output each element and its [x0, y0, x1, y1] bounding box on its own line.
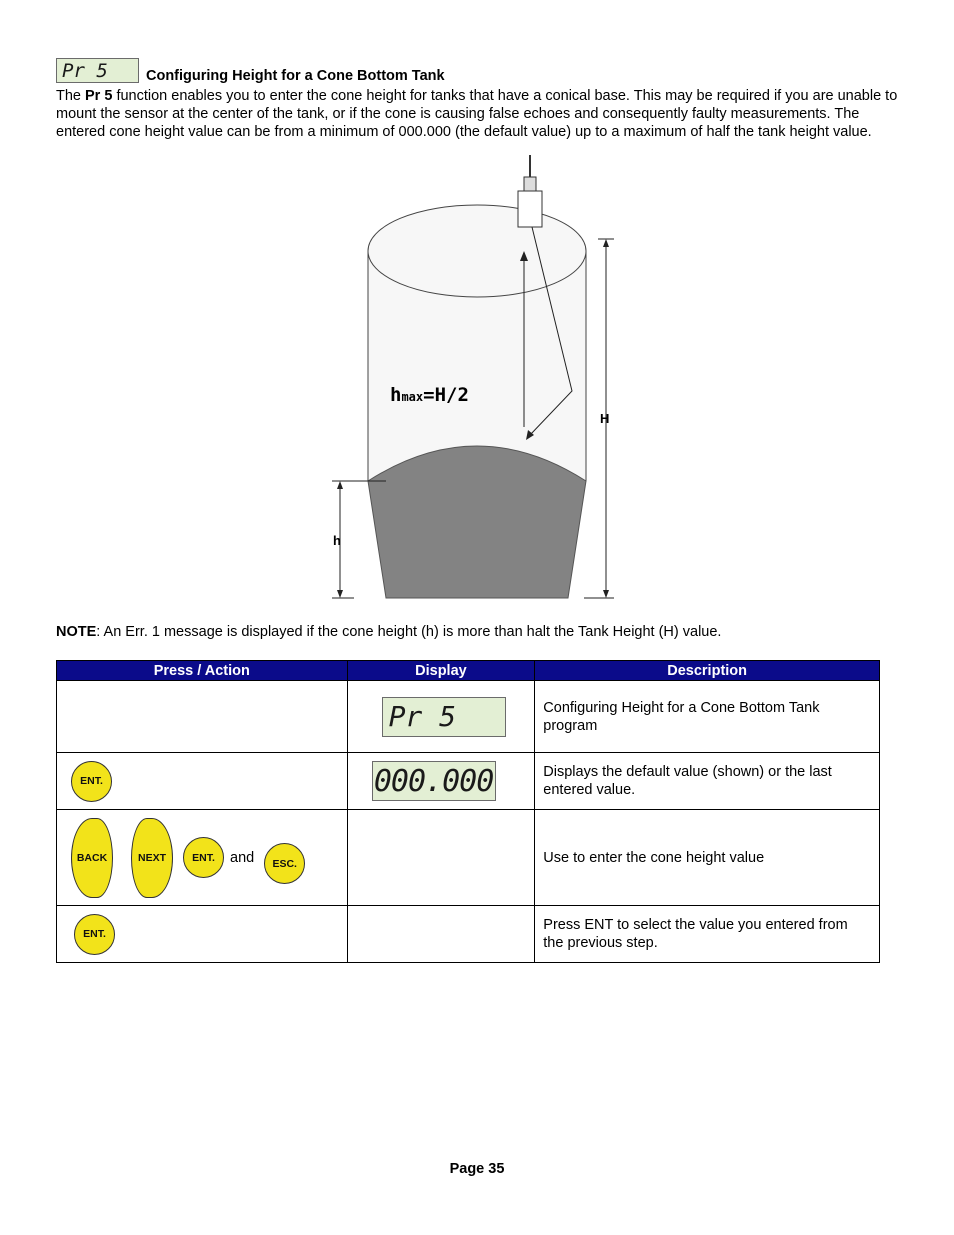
table-row: [57, 681, 880, 753]
ent-key-button[interactable]: ENT.: [183, 837, 224, 878]
note-text: : An Err. 1 message is displayed if the cone height (h) is more than halt the Tank Height (H) value.: [96, 624, 722, 640]
table-row: [57, 753, 880, 810]
next-key-button[interactable]: NEXT: [131, 818, 173, 898]
press-cell: [57, 681, 348, 753]
description-cell: Configuring Height for a Cone Bottom Tank program: [535, 681, 880, 753]
ent-key-button[interactable]: ENT.: [71, 761, 112, 802]
section-title: Configuring Height for a Cone Bottom Tank: [146, 68, 445, 84]
display-cell: [347, 753, 535, 810]
note-paragraph: [56, 624, 721, 640]
ent-key-button[interactable]: ENT.: [74, 914, 115, 955]
cone-bottom: [368, 446, 586, 598]
table-row: [57, 810, 880, 906]
description-cell: Use to enter the cone height value: [535, 810, 880, 906]
table-header-row: [57, 661, 880, 681]
formula-text: hmax=H/2: [390, 384, 469, 406]
header-lcd-display: Pr 5: [56, 58, 139, 83]
intro-function-name: Pr 5: [85, 88, 113, 104]
description-cell: Displays the default value (shown) or the last entered value.: [535, 753, 880, 810]
steps-table: [56, 660, 880, 963]
esc-key-button[interactable]: ESC.: [264, 843, 305, 884]
display-cell: [347, 810, 535, 906]
col-header-display: Display: [347, 661, 535, 681]
intro-paragraph: [56, 87, 906, 141]
col-header-press: Press / Action: [57, 661, 348, 681]
note-label: NOTE: [56, 624, 97, 640]
display-cell: [347, 906, 535, 963]
table-row: [57, 906, 880, 963]
back-key-button[interactable]: BACK: [71, 818, 113, 898]
and-label: and: [230, 849, 255, 866]
cone-tank-diagram: [322, 155, 628, 603]
description-cell: Press ENT to select the value you entered from the previous step.: [535, 906, 880, 963]
label-h: h: [333, 533, 341, 548]
lcd-display: Pr 5: [382, 697, 506, 737]
press-cell: [57, 906, 348, 963]
sensor-icon: [518, 191, 542, 227]
page-number: Page 35: [449, 1161, 505, 1177]
intro-text: function enables you to enter the cone height for tanks that have a conical base. This may be required if you are unable to mount the sensor at the center of the tank, or if the cone is causing false echoes and consequently faulty measurements. The entered cone height value can be from a minimum of 000.000 (the default value) up to a maximum of half the tank height value.: [56, 88, 898, 140]
display-cell: [347, 681, 535, 753]
label-H: H: [600, 411, 610, 426]
press-cell: [57, 810, 348, 906]
col-header-description: Description: [535, 661, 880, 681]
intro-prefix: The: [56, 88, 86, 104]
press-cell: [57, 753, 348, 810]
lcd-display: 000.000: [372, 761, 496, 801]
